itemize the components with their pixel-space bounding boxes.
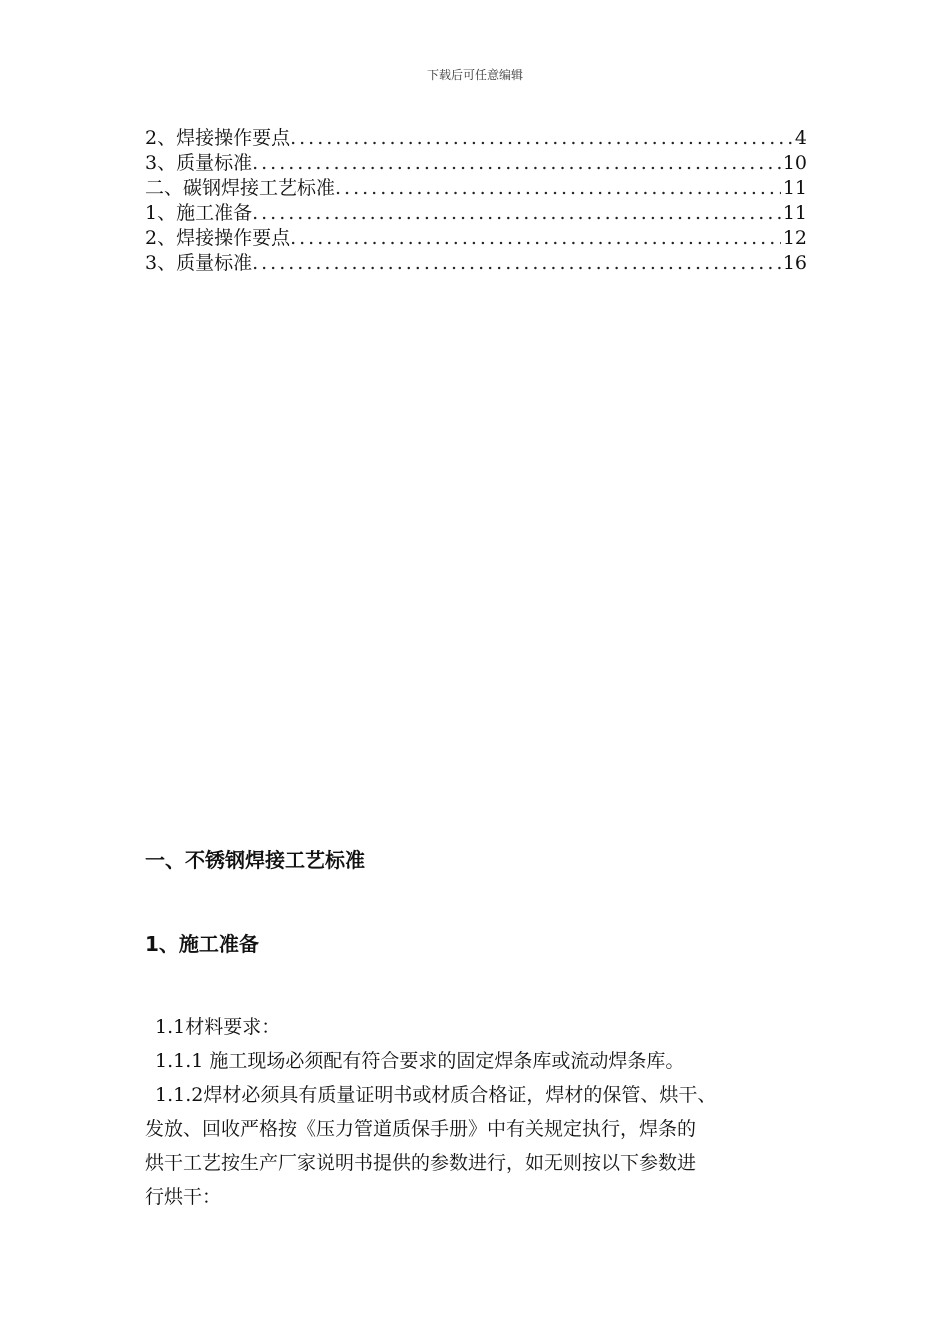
toc-entry-page: 11: [782, 177, 807, 199]
toc-entry[interactable]: [145, 176, 807, 201]
toc-entry-label: 3、质量标准: [145, 152, 253, 174]
paragraph-line: 1.1.1 施工现场必须配有符合要求的固定焊条库或流动焊条库。: [155, 1050, 685, 1072]
toc-entry-page: 10: [782, 152, 807, 174]
toc-entry-page: 12: [782, 227, 807, 249]
body-text: [145, 1010, 810, 1214]
paragraph-line: 行烘干：: [145, 1186, 222, 1208]
paragraph-line: 1.1材料要求：: [155, 1016, 281, 1038]
toc-entry-label: 二、碳钢焊接工艺标准: [145, 177, 336, 199]
toc-entry[interactable]: [145, 226, 807, 251]
section-heading: 一、不锈钢焊接工艺标准: [145, 848, 365, 872]
toc-entry-label: 2、焊接操作要点: [145, 127, 291, 149]
toc-entry[interactable]: [145, 201, 807, 226]
toc-entry-page: 16: [782, 252, 807, 274]
paragraph-line: 1.1.2焊材必须具有质量证明书或材质合格证，焊材的保管、烘干、: [155, 1084, 717, 1106]
toc-entry-label: 3、质量标准: [145, 252, 253, 274]
toc-entry-label: 1、施工准备: [145, 202, 253, 224]
toc-entry-label: 2、焊接操作要点: [145, 227, 291, 249]
table-of-contents: [145, 126, 807, 276]
toc-dot-leader: [290, 126, 793, 151]
toc-entry-page: 11: [782, 202, 807, 224]
toc-dot-leader: [252, 251, 781, 276]
toc-dot-leader: [252, 201, 781, 226]
paragraph-line: 烘干工艺按生产厂家说明书提供的参数进行，如无则按以下参数进: [145, 1152, 697, 1174]
subsection-heading: 1、施工准备: [145, 932, 259, 956]
page-header: 下载后可任意编辑: [426, 68, 523, 82]
toc-entry[interactable]: [145, 126, 807, 151]
toc-dot-leader: [290, 226, 781, 251]
toc-dot-leader: [335, 176, 781, 201]
toc-dot-leader: [252, 151, 781, 176]
toc-entry-page: 4: [794, 127, 807, 149]
toc-entry[interactable]: [145, 151, 807, 176]
toc-entry[interactable]: [145, 251, 807, 276]
paragraph-line: 发放、回收严格按《压力管道质保手册》中有关规定执行，焊条的: [145, 1118, 697, 1140]
